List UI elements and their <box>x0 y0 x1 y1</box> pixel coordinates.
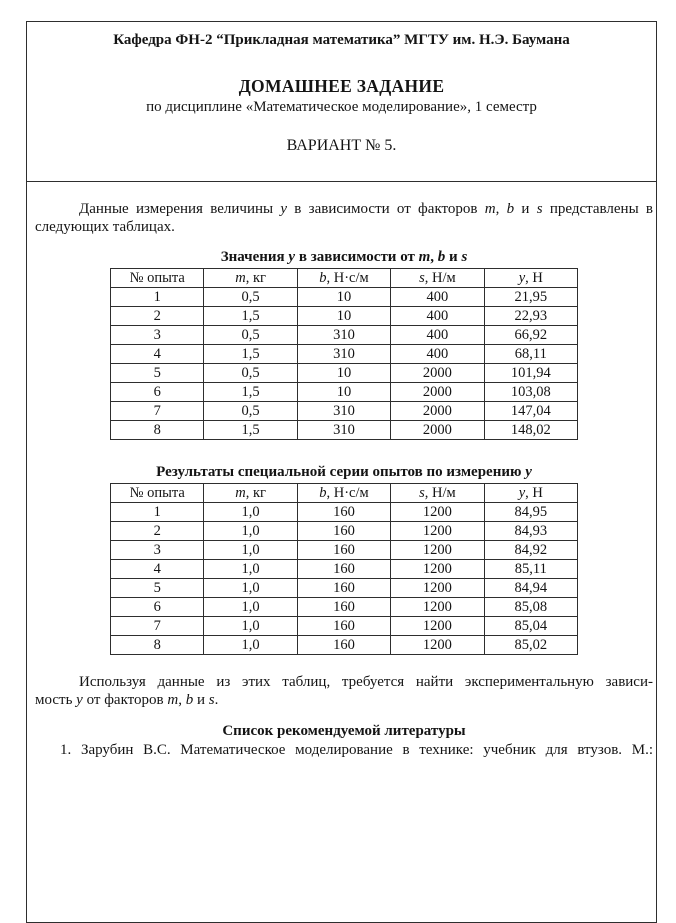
table-cell: 147,04 <box>484 402 577 421</box>
table-cell: 2000 <box>391 383 484 402</box>
table-cell: 1200 <box>391 579 484 598</box>
table-cell: 6 <box>111 383 204 402</box>
table-cell: 8 <box>111 421 204 440</box>
table-cell: 160 <box>297 560 390 579</box>
document-body <box>27 200 656 759</box>
table-cell: 1,0 <box>204 541 297 560</box>
table-cell: 1200 <box>391 636 484 655</box>
table-cell: 160 <box>297 579 390 598</box>
table-cell: 1 <box>111 503 204 522</box>
table-cell: 1,5 <box>204 383 297 402</box>
table-cell: 1 <box>111 288 204 307</box>
table-cell: 1,5 <box>204 345 297 364</box>
table-row <box>111 541 578 560</box>
table-cell: 22,93 <box>484 307 577 326</box>
table-cell: 10 <box>297 383 390 402</box>
table-cell: 1200 <box>391 598 484 617</box>
table-cell: 5 <box>111 364 204 383</box>
intro-line-1: Данные измерения величины y в зависимости от факторов m, b и s представлены в <box>79 201 654 217</box>
table-cell: 7 <box>111 617 204 636</box>
table-cell: 21,95 <box>484 288 577 307</box>
table-cell: 160 <box>297 598 390 617</box>
table-cell: 310 <box>297 345 390 364</box>
table-cell: 84,94 <box>484 579 577 598</box>
table-row <box>111 364 578 383</box>
table-cell: 400 <box>391 326 484 345</box>
measurements-table-1 <box>110 268 578 440</box>
title-block <box>27 32 656 182</box>
table-cell: 7 <box>111 402 204 421</box>
table-row <box>111 421 578 440</box>
table-cell: 84,93 <box>484 522 577 541</box>
table-cell: 1200 <box>391 617 484 636</box>
table-row <box>111 522 578 541</box>
table-cell: 0,5 <box>204 402 297 421</box>
table-cell: 4 <box>111 345 204 364</box>
column-header-experiment: № опыта <box>111 269 204 288</box>
table-row <box>111 326 578 345</box>
table-cell: 2000 <box>391 402 484 421</box>
table-cell: 5 <box>111 579 204 598</box>
table-row <box>111 402 578 421</box>
table-cell: 2000 <box>391 364 484 383</box>
table-row <box>111 503 578 522</box>
table-row <box>111 636 578 655</box>
table-cell: 0,5 <box>204 288 297 307</box>
table-cell: 1,0 <box>204 636 297 655</box>
table-cell: 66,92 <box>484 326 577 345</box>
table-cell: 1,0 <box>204 503 297 522</box>
table-cell: 1200 <box>391 503 484 522</box>
table-cell: 1,0 <box>204 579 297 598</box>
column-header-y: y, Н <box>484 484 577 503</box>
table-cell: 1,5 <box>204 421 297 440</box>
table-cell: 1200 <box>391 541 484 560</box>
column-header-m: m, кг <box>204 269 297 288</box>
table-cell: 4 <box>111 560 204 579</box>
column-header-y: y, Н <box>484 269 577 288</box>
assignment-sheet <box>26 21 657 923</box>
task-paragraph <box>35 673 653 709</box>
table-cell: 1,0 <box>204 560 297 579</box>
task-line-2: мость y от факторов m, b и s. <box>35 692 219 708</box>
table-row <box>111 560 578 579</box>
table-cell: 160 <box>297 503 390 522</box>
table-cell: 1,0 <box>204 617 297 636</box>
table-cell: 0,5 <box>204 326 297 345</box>
table-row <box>111 617 578 636</box>
column-header-experiment: № опыта <box>111 484 204 503</box>
table-cell: 160 <box>297 541 390 560</box>
measurements-table-2 <box>110 483 578 655</box>
table-cell: 10 <box>297 364 390 383</box>
table-cell: 84,95 <box>484 503 577 522</box>
table-cell: 85,11 <box>484 560 577 579</box>
table-cell: 1,5 <box>204 307 297 326</box>
table-row <box>111 288 578 307</box>
table-cell: 310 <box>297 402 390 421</box>
task-line-1: Используя данные из этих таблиц, требуется найти экспериментальную зависи- <box>79 674 653 690</box>
table-cell: 6 <box>111 598 204 617</box>
table-cell: 1,0 <box>204 598 297 617</box>
table-row <box>111 598 578 617</box>
table-cell: 400 <box>391 307 484 326</box>
column-header-m: m, кг <box>204 484 297 503</box>
table-cell: 85,02 <box>484 636 577 655</box>
column-header-b: b, Н·с/м <box>297 484 390 503</box>
table-cell: 3 <box>111 541 204 560</box>
table-cell: 84,92 <box>484 541 577 560</box>
table-cell: 2000 <box>391 421 484 440</box>
table-cell: 1200 <box>391 522 484 541</box>
table-row <box>111 579 578 598</box>
table-cell: 0,5 <box>204 364 297 383</box>
table-cell: 3 <box>111 326 204 345</box>
homework-title: ДОМАШНЕЕ ЗАДАНИЕ <box>238 76 445 96</box>
table-row <box>111 307 578 326</box>
table-cell: 400 <box>391 345 484 364</box>
table-cell: 2 <box>111 522 204 541</box>
table-cell: 68,11 <box>484 345 577 364</box>
intro-paragraph <box>35 200 653 236</box>
table-row <box>111 383 578 402</box>
course-subtitle: по дисциплине «Математическое моделирование», 1 семестр <box>146 99 537 115</box>
table-header-row <box>111 484 578 503</box>
table-cell: 1200 <box>391 560 484 579</box>
table-cell: 10 <box>297 288 390 307</box>
table2-title: Результаты специальной серии опытов по измерению y <box>156 464 532 480</box>
table-cell: 103,08 <box>484 383 577 402</box>
table1-title: Значения y в зависимости от m, b и s <box>220 249 468 265</box>
column-header-b: b, Н·с/м <box>297 269 390 288</box>
table-cell: 85,04 <box>484 617 577 636</box>
literature-item: 1. Зарубин В.С. Математическое моделирование в технике: учебник для втузов. М.: <box>60 742 653 758</box>
table-cell: 310 <box>297 326 390 345</box>
table-cell: 160 <box>297 636 390 655</box>
table-cell: 101,94 <box>484 364 577 383</box>
table-cell: 10 <box>297 307 390 326</box>
column-header-s: s, Н/м <box>391 269 484 288</box>
table-cell: 8 <box>111 636 204 655</box>
intro-line-2: следующих таблицах. <box>35 219 175 235</box>
table-cell: 85,08 <box>484 598 577 617</box>
column-header-s: s, Н/м <box>391 484 484 503</box>
table-cell: 160 <box>297 617 390 636</box>
table-cell: 310 <box>297 421 390 440</box>
literature-heading: Список рекомендуемой литературы <box>222 723 466 739</box>
table-cell: 148,02 <box>484 421 577 440</box>
table-row <box>111 345 578 364</box>
table-cell: 160 <box>297 522 390 541</box>
table-header-row <box>111 269 578 288</box>
table-cell: 1,0 <box>204 522 297 541</box>
department-line: Кафедра ФН-2 “Прикладная математика” МГТУ им. Н.Э. Баумана <box>113 32 570 48</box>
table-cell: 400 <box>391 288 484 307</box>
table-cell: 2 <box>111 307 204 326</box>
variant-line: ВАРИАНТ № 5. <box>286 137 397 154</box>
